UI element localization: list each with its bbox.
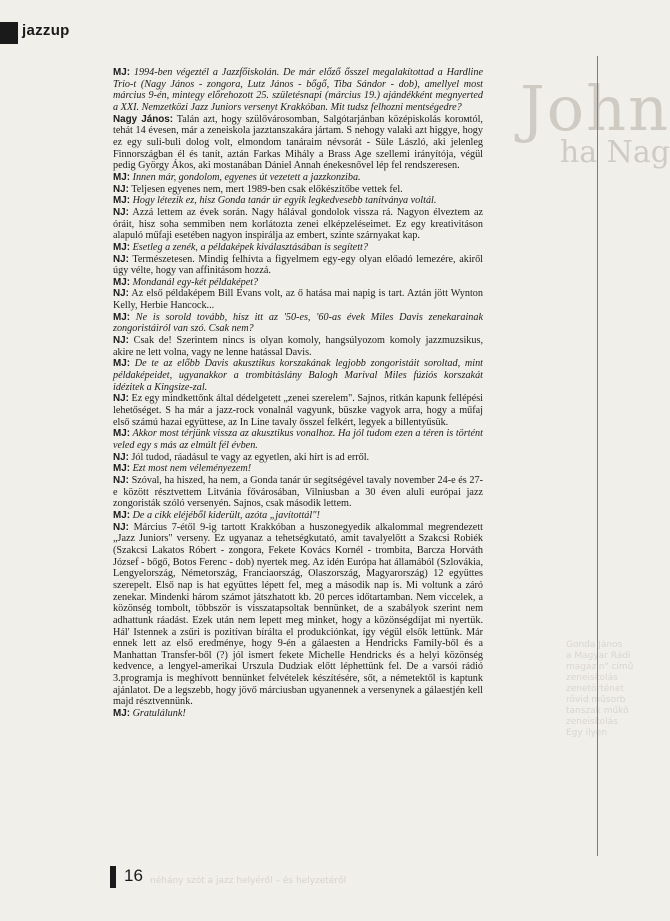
speaker-label: NJ:: [113, 288, 129, 300]
interview-answer: [113, 522, 483, 709]
page-number: 16: [124, 866, 143, 885]
speaker-label: MJ:: [113, 463, 131, 475]
interview-question: [113, 463, 483, 475]
interview-answer: [113, 335, 483, 358]
interview-question: [113, 510, 483, 522]
speaker-label: NJ:: [113, 253, 129, 265]
footer-bar: [110, 866, 116, 888]
speech-text: Csak de! Szerintem nincs is olyan komoly, hangsúlyozom komoly jazzmuzsikus, akire ne lett volna, vagy ne lenne hatással Davis.: [113, 335, 483, 358]
header-bar: [0, 22, 18, 44]
speech-text: Azzá lettem az évek során. Nagy hálával gondolok vissza rá. Nagyon élveztem az óráit, hisz soha semmiben nem korlátozta zenei elképzeléseimet. Ez egy kreativitáson alapuló műfaji esetében nagyon inspirálja az embert, szinte szárnyakat kap.: [113, 206, 483, 242]
background-ghost-subtitle: ha Nag: [559, 135, 670, 170]
speaker-label: MJ:: [113, 195, 131, 207]
speaker-label: MJ:: [113, 67, 131, 78]
background-ghost-footer-text: néhány szót a jazz helyéről – és helyzetéről: [150, 876, 347, 886]
speech-text: Ne is sorold tovább, hisz itt az '50-es, '60-as évek Miles Davis zenekarainak zongoristáiról van szó. Csak nem?: [113, 311, 483, 335]
speech-text: De a cikk eléjéből kiderült, azóta „javítottál"!: [130, 509, 320, 521]
speaker-label: MJ:: [113, 311, 131, 323]
speech-text: De te az előbb Davis akusztikus korszakának legjobb zongoristáit soroltad, mint példaképeidet, ugyanakkor a trombitáslány Balogh Marival Miles fúziós korszakát idézitek a Kingsize-zal.: [113, 358, 483, 393]
background-ghost-side-text: Gonda János a Magyar Rádi magazin" című zeneiskolás zenetörténet rövid műsorb tanszak műkö zeneiskolás Egy ilyen: [566, 640, 634, 738]
interview-question: [113, 358, 483, 393]
interview-question: [113, 277, 483, 289]
interview-answer: [113, 393, 483, 428]
interview-article: [113, 67, 483, 720]
speech-text: Jól tudod, ráadásul te vagy az egyetlen, aki hírt is ad erről.: [128, 451, 370, 463]
speaker-label: MJ:: [113, 171, 131, 183]
speaker-label: NJ:: [113, 183, 129, 195]
speaker-label: NJ:: [113, 451, 129, 463]
interview-answer: [113, 184, 483, 196]
speech-text: 1994-ben végeztél a Jazzfőiskolán. De már előző ősszel megalakítottad a Hardline Trio-t (Nagy János - zongora, Lutz János - bőgő, Tiba Sándor - dob), amellyel most március 9-én, mintegy előrehozott 25. születésnapi (március 19.) ajándékként megnyerted a XXI. Nemzetközi Jazz Juniors versenyt Krakkóban. Mit tudsz felhozni mentségedre?: [113, 67, 483, 113]
speech-text: Gratulálunk!: [130, 708, 186, 720]
interview-answer: [113, 475, 483, 510]
interview-question: [113, 428, 483, 451]
section-title: jazzup: [22, 22, 70, 39]
speaker-label: NJ:: [113, 335, 129, 347]
interview-question: [113, 67, 483, 114]
interview-question: [113, 195, 483, 207]
speaker-label: MJ:: [113, 708, 131, 720]
speech-text: Teljesen egyenes nem, mert 1989-ben csak előkészítőbe vettek fel.: [128, 183, 403, 195]
speaker-label: NJ:: [113, 521, 129, 533]
speech-text: Talán azt, hogy szülővárosomban, Salgótarjánban középiskolás korомtól, tehát 14 évesen, már a zeneiskola jazztanszakára jártam. S nehogy valaki azt higgye, hogy ez egy suli-buli dolog volt, elmondom tanáraim névsorát - Süle László, aki jelenleg Finnországban él és tanít, aztán Farkas Mihály a Brass Age szellemi irányítója, végül pedig György Ákos, aki mostanában Dániel Annah énekesnővel lép fel rendszeresen.: [113, 113, 483, 172]
speaker-label: MJ:: [113, 509, 131, 521]
speech-text: Esetleg a zenék, a példaképek kiválasztásában is segített?: [130, 241, 368, 253]
interview-answer: [113, 288, 483, 311]
speech-text: Mondanál egy-két példaképet?: [130, 276, 259, 288]
speaker-label: MJ:: [113, 241, 131, 253]
interview-question: [113, 172, 483, 184]
speech-text: Természetesen. Mindig felhívta a figyelmem egy-egy olyan előadó lemezére, akiről úgy vélte, hogy van affinitásom hozzá.: [113, 253, 483, 277]
speaker-label: MJ:: [113, 358, 131, 370]
interview-question: [113, 312, 483, 335]
speech-text: Ez egy mindkettőnk által dédelgetett „zenei szerelem". Sajnos, ritkán kapunk fellépési lehetőséget. S ha már a jazz-rock vonalnál vagyunk, büszke vagyok arra, hogy a műfaj első számú hazai együttese, az In Line tavaly ősszel felkért, legyek a billentyűsük.: [113, 393, 484, 428]
speaker-label: NJ:: [113, 393, 129, 405]
speaker-label: Nagy János:: [113, 113, 174, 125]
speech-text: Szóval, ha hiszed, ha nem, a Gonda tanár úr segítségével tavaly november 24-e és 27-e között résztvettem Litvánia fővárosában, Vilniusban a 30 éven aluli európai jazz zongoristák szóló versenyén. Sajnos, csak második lettem.: [113, 474, 483, 510]
speech-text: Március 7-étől 9-ig tartott Krakkóban a huszonegyedik alkalommal megrendezett „Jazz Juniors" verseny. Ez ugyanaz a tehetségkutató, amit tavalyelőtt a Szakcsi Robiék (Szakcsi Lakatos Róbert - zongora, Fekete Kovács Kornél - trombita, Barcza Horváth József - bőgő, Botos Ferenc - dob) nyertek meg. Az idén Európa hat államából (Szlovákia, Lengyelország, Németország, Franciaország, Olaszország, Magyarország) 12 együttes szerepelt. Első nap is hat együttes lépett fel, meg a második nap is. Mi voltunk a záró zenekar. Mindenki három számot játszhatott kb. 20 perces időtartamban. Nem viccelek, a közönség tombolt, többször is visszatapsoltak bennünket, de a szabályok szerint nem adhattunk ráadást. Ezek után nem lepett meg minket, hogy a közönségdíjat mi nyertük. Hál' Istennek a zsűri is pozitívan bírálta el produkciónkat, így végül elsők lettünk. Már ennek lett az első eredménye, hogy 9-én a gálaesten a Hendricks Family-ből és a Manhattan Transfer-ből (?) jól ismert fekete Michelle Hendricks és a helyi közönség kedvence, a lengyel-amerikai Urszula Dudziak előtt léphettünk fel. De a varsói rádió 3.programja is meghívott bennünket felvételek készítésére, sőt, a németektől is kaptunk ajánlatot. De a legszebb, hogy jövő márciusban ugyanennek a versenynek a gálaestjén kell majd résztvennünk.: [113, 521, 483, 708]
interview-answer: [113, 452, 483, 464]
speaker-label: NJ:: [113, 206, 129, 218]
speech-text: Innen már, gondolom, egyenes út vezetett a jazzkonziba.: [130, 171, 361, 183]
speaker-label: MJ:: [113, 276, 131, 288]
background-ghost-title: John: [519, 72, 670, 145]
speech-text: Hogy létezik ez, hisz Gonda tanár úr egyik legkedvesebb tanítványa voltál.: [130, 195, 437, 207]
interview-answer: [113, 207, 483, 242]
speech-text: Az első példaképem Bill Evans volt, az ő hatása mai napig is tart. Aztán jött Wynton Kelly, Herbie Hancock...: [113, 288, 483, 312]
interview-question: [113, 242, 483, 254]
speaker-label: NJ:: [113, 474, 129, 486]
interview-answer: [113, 254, 483, 277]
speech-text: Akkor most térjünk vissza az akusztikus vonalhoz. Ha jól tudom ezen a téren is történt veled egy s más az elmúlt fél évben.: [113, 428, 483, 451]
interview-question: [113, 708, 483, 720]
speech-text: Ezt most nem véleményezem!: [130, 463, 252, 475]
speaker-label: MJ:: [113, 428, 131, 440]
interview-answer: [113, 114, 483, 172]
